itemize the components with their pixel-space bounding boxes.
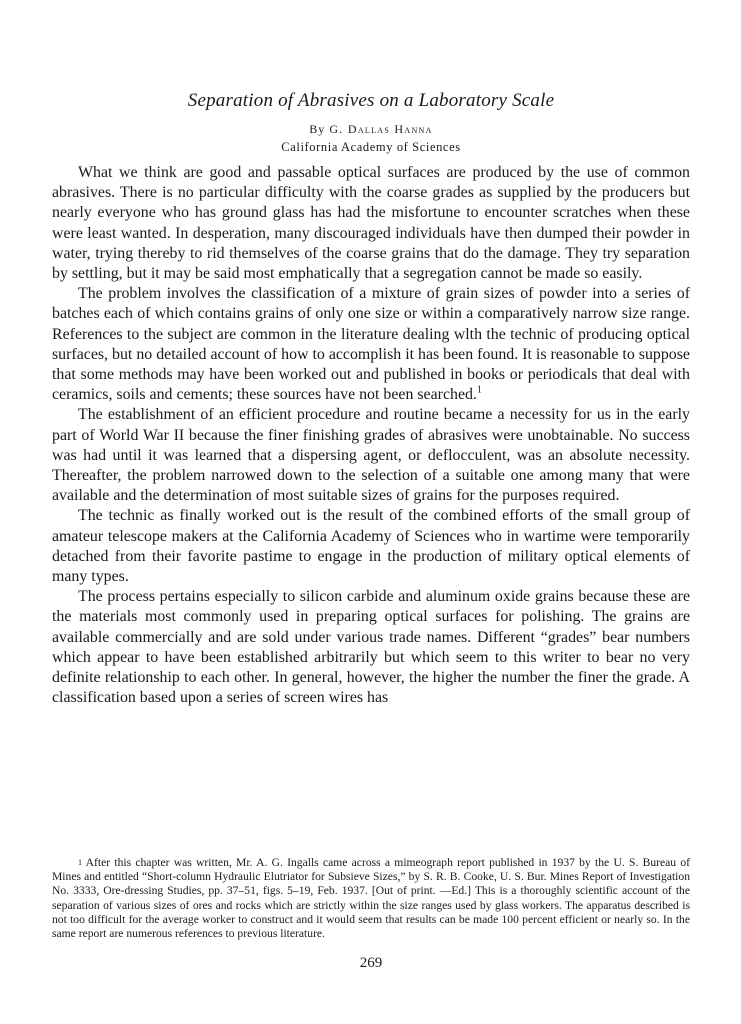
paragraph-1: What we think are good and passable optical surfaces are produced by the use of common abrasives. There is no particular difficulty with the coarse grades as supplied by the producers but nearly everyone who has ground glass has had the misfortune to encounter scratches when these were least wanted. In desperation, many discouraged individuals have then dumped their powder in water, trying thereby to rid themselves of the coarse grains that do the damage. They try separation by settling, but it may be said most emphatically that a segregation cannot be made so easily. (52, 164, 690, 283)
paragraph-5: The process pertains especially to silicon carbide and aluminum oxide grains because these are the materials most commonly used in preparing optical surfaces for polishing. The grains are available commercially and are sold under various trade names. Different “grades” bear numbers which appear to have been established arbitrarily but which seem to this writer to bear no very definite relationship to each other. In general, however, the higher the number the finer the grade. A classification based upon a series of screen wires has (52, 588, 690, 707)
byline (52, 122, 690, 137)
author-name: G. Dallas Hanna (329, 122, 433, 136)
paragraph-3: The establishment of an efficient procedure and routine became a necessity for us in the early part of World War II because the finer finishing grades of abrasives were unobtainable. No success was had until it was learned that a dispersing agent, or deflocculent, was an absolute necessity. Thereafter, the problem narrowed down to the selection of a suitable one among many that were available and the determination of most suitable sizes of grains for the purposes required. (52, 406, 690, 505)
page-number: 269 (359, 955, 383, 971)
footnotes (52, 856, 690, 941)
paragraph-4: The technic as finally worked out is the result of the combined efforts of the small group of amateur telescope makers at the California Academy of Sciences who in wartime were temporarily detached from their favorite pastime to engage in the production of military optical elements of many types. (52, 507, 690, 586)
footnote-1 (52, 856, 690, 941)
byline-prefix: By (309, 122, 326, 136)
article-body (52, 163, 690, 708)
author-affiliation: California Academy of Sciences (281, 140, 461, 154)
footnote-text: After this chapter was written, Mr. A. G. Ingalls came across a mimeograph report published in 1937 by the U. S. Bureau of Mines and entitled “Short-column Hydraulic Elutriator for Subsieve Sizes,” by S. R. B. Cooke, U. S. Bur. Mines Report of Investigation No. 3333, Ore-dressing Studies, pp. 37–51, figs. 5–19, Feb. 1937. [Out of print. —Ed.] This is a thoroughly scientific account of the separation of various sizes of ores and rocks which are strictly within the size ranges used by glass workers. The apparatus described is not too difficult for the average worker to construct and it would seem that results can be made 100 percent efficient or nearly so. In the same report are numerous references to previous literature. (52, 856, 690, 941)
paragraph-2-text: The problem involves the classification of a mixture of grain sizes of powder into a series of batches each of which contains grains of only one size or within a comparatively narrow size range. References to the subject are common in the literature dealing wlth the technic of producing optical surfaces, but no detailed account of how to accomplish it has been found. It is reasonable to suppose that some methods may have been worked out and published in books or periodicals that deal with ceramics, soils and cements; these sources have not been searched. (52, 285, 690, 404)
article-title: Separation of Abrasives on a Laboratory Scale (187, 90, 555, 111)
book-page (52, 0, 690, 1024)
paragraph-2 (52, 284, 690, 405)
footnote-number: 1 (78, 858, 82, 867)
footnote-reference: 1 (476, 384, 482, 396)
